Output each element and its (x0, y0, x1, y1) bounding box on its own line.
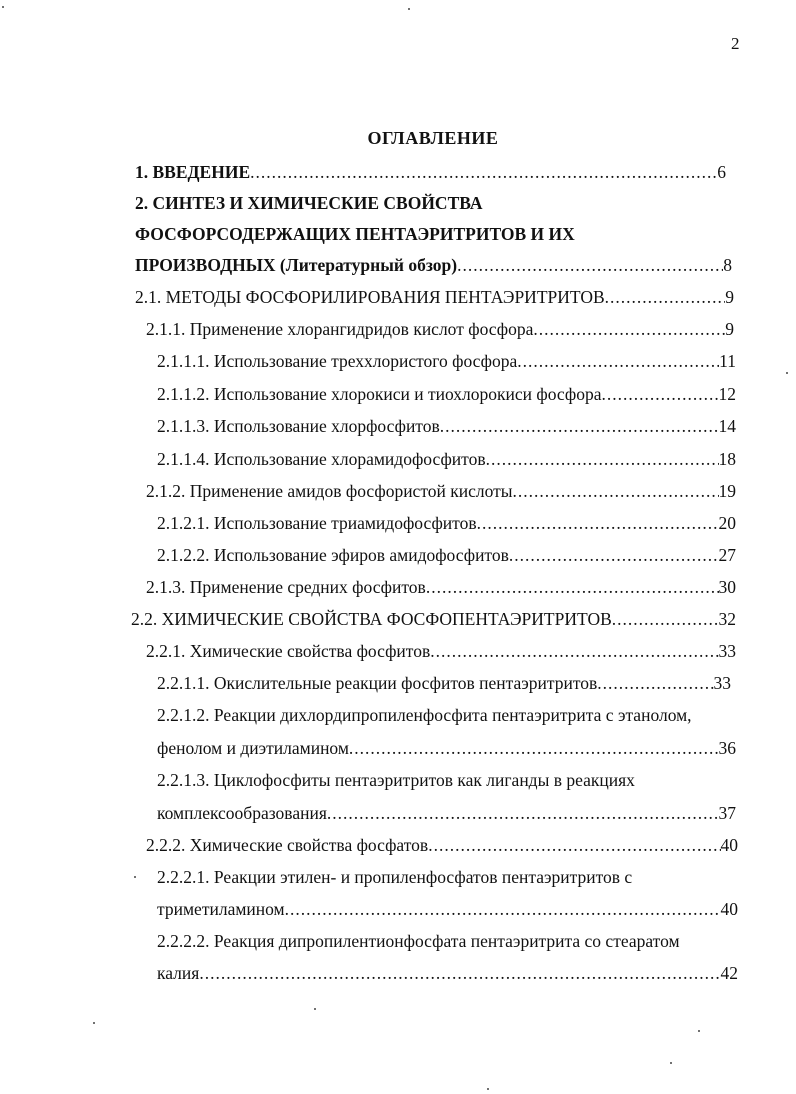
dot-leader (486, 444, 719, 474)
toc-entry-label: 2.1.3. Применение средних фосфитов (146, 577, 426, 597)
toc-entry-label: 2.1.2.1. Использование триамидофосфитов (157, 513, 477, 533)
toc-entry (157, 958, 738, 988)
toc-entry-label-suffix: (Литературный обзор) (279, 255, 458, 275)
dot-leader (457, 250, 723, 280)
toc-entry-label: 2.1.1.3. Использование хлорфосфитов (157, 416, 440, 436)
scan-speck (134, 876, 136, 878)
toc-entry (146, 476, 736, 506)
toc-entry (157, 733, 736, 763)
toc-entry-label: 2.2.1. Химические свойства фосфитов (146, 641, 431, 661)
scan-speck (786, 372, 788, 374)
scan-speck (408, 8, 410, 10)
dot-leader (517, 346, 719, 376)
toc-entry-label: калия (157, 963, 200, 983)
toc-entry-label: 2.2.2. Химические свойства фосфатов (146, 835, 429, 855)
scan-speck (2, 6, 4, 8)
scan-speck (314, 1008, 316, 1010)
toc-entry-label: 2.1. МЕТОДЫ ФОСФОРИЛИРОВАНИЯ ПЕНТАЭРИТРИТОВ (135, 287, 605, 307)
scan-speck (487, 1088, 489, 1090)
dot-leader (612, 604, 719, 634)
toc-entry-label: фенолом и диэтиламином (157, 738, 349, 758)
dot-leader (349, 733, 719, 763)
toc-entry (146, 636, 736, 666)
toc-entry-page: 33 (713, 673, 731, 693)
dot-leader (199, 958, 720, 988)
dot-leader (327, 798, 719, 828)
toc-entry (157, 798, 736, 828)
toc-entry-page: 11 (719, 351, 736, 371)
toc-entry (157, 668, 731, 698)
toc-entry-page: 40 (720, 835, 738, 855)
toc-entry-page: 33 (718, 641, 736, 661)
toc-entry-page: 18 (718, 449, 736, 469)
toc-entry-page: 12 (718, 384, 736, 404)
toc-entry-page: 27 (718, 545, 736, 565)
toc-entry-label: 2. СИНТЕЗ И ХИМИЧЕСКИЕ СВОЙСТВА (135, 193, 483, 213)
toc-entry-label: 2.1.1.2. Использование хлорокиси и тиохлорокиси фосфора (157, 384, 602, 404)
dot-leader (430, 636, 718, 666)
toc-entry (146, 314, 734, 344)
toc-entry (157, 765, 635, 795)
toc-entry-label: комплексообразования (157, 803, 327, 823)
toc-entry-label (135, 250, 457, 280)
toc-entry (135, 250, 732, 280)
toc-entry (135, 188, 482, 218)
dot-leader (597, 668, 713, 698)
dot-leader (285, 894, 721, 924)
toc-entry (135, 282, 734, 312)
toc-entry-page: 19 (718, 481, 736, 501)
page-number: 2 (731, 34, 740, 53)
toc-entry (135, 157, 726, 187)
toc-entry-page: 9 (725, 287, 734, 307)
toc-entry (146, 830, 738, 860)
scan-speck (670, 1062, 672, 1064)
toc-entry-page: 14 (718, 416, 736, 436)
toc-entry-page: 9 (725, 319, 734, 339)
toc-entry (157, 444, 736, 474)
toc-entry (157, 862, 632, 892)
scan-speck (698, 1030, 700, 1032)
toc-entry-page: 30 (718, 577, 736, 597)
toc-entry-label: 1. ВВЕДЕНИЕ (135, 162, 251, 182)
toc-entry-label: 2.1.1. Применение хлорангидридов кислот фосфора (146, 319, 534, 339)
toc-entry-label: 2.1.2.2. Использование эфиров амидофосфитов (157, 545, 509, 565)
toc-entry-page: 8 (723, 255, 732, 275)
dot-leader (428, 830, 720, 860)
toc-entry-label: 2.2.2.2. Реакция дипропилентионфосфата пентаэритрита со стеаратом (157, 931, 680, 951)
toc-entry-label: 2.1.1.4. Использование хлорамидофосфитов (157, 449, 486, 469)
dot-leader (509, 540, 719, 570)
toc-entry-label: ФОСФОРСОДЕРЖАЩИХ ПЕНТАЭРИТРИТОВ И ИХ (135, 224, 575, 244)
dot-leader (605, 282, 726, 312)
toc-entry-label: 2.1.2. Применение амидов фосфористой кислоты (146, 481, 513, 501)
toc-entry-label: 2.2.1.3. Циклофосфиты пентаэритритов как лиганды в реакциях (157, 770, 635, 790)
toc-entry-page: 40 (720, 899, 738, 919)
dot-leader (533, 314, 725, 344)
toc-entry (135, 219, 575, 249)
toc-entry (157, 540, 736, 570)
dot-leader (477, 508, 719, 538)
toc-entry (157, 700, 692, 730)
toc-entry (157, 508, 736, 538)
dot-leader (426, 572, 719, 602)
toc-entry-label-main: ПРОИЗВОДНЫХ (135, 255, 276, 275)
scan-speck (93, 1022, 95, 1024)
toc-entry-page: 36 (718, 738, 736, 758)
toc-entry-label: 2.2.2.1. Реакции этилен- и пропиленфосфатов пентаэритритов с (157, 867, 633, 887)
toc-entry-label: 2.2.1.1. Окислительные реакции фосфитов пентаэритритов (157, 673, 598, 693)
toc-entry (157, 411, 736, 441)
toc-entry-label: 2.2. ХИМИЧЕСКИЕ СВОЙСТВА ФОСФОПЕНТАЭРИТРИТОВ (131, 609, 612, 629)
toc-entry (157, 379, 736, 409)
dot-leader (250, 157, 717, 187)
toc-entry (131, 604, 736, 634)
toc-entry-page: 20 (718, 513, 736, 533)
dot-leader (602, 379, 719, 409)
toc-entry (157, 346, 736, 376)
page-title: ОГЛАВЛЕНИЕ (367, 128, 499, 148)
toc-entry-label: 2.1.1.1. Использование треххлористого фосфора (157, 351, 518, 371)
toc-entry (157, 926, 680, 956)
toc-entry (157, 894, 738, 924)
toc-entry-page: 42 (720, 963, 738, 983)
dot-leader (440, 411, 719, 441)
dot-leader (513, 476, 719, 506)
toc-entry (146, 572, 736, 602)
toc-entry-page: 32 (718, 609, 736, 629)
toc-entry-page: 6 (717, 162, 726, 182)
toc-entry-label: триметиламином (157, 899, 285, 919)
toc-entry-page: 37 (718, 803, 736, 823)
toc-entry-label: 2.2.1.2. Реакции дихлордипропиленфосфита пентаэритрита с этанолом, (157, 705, 692, 725)
